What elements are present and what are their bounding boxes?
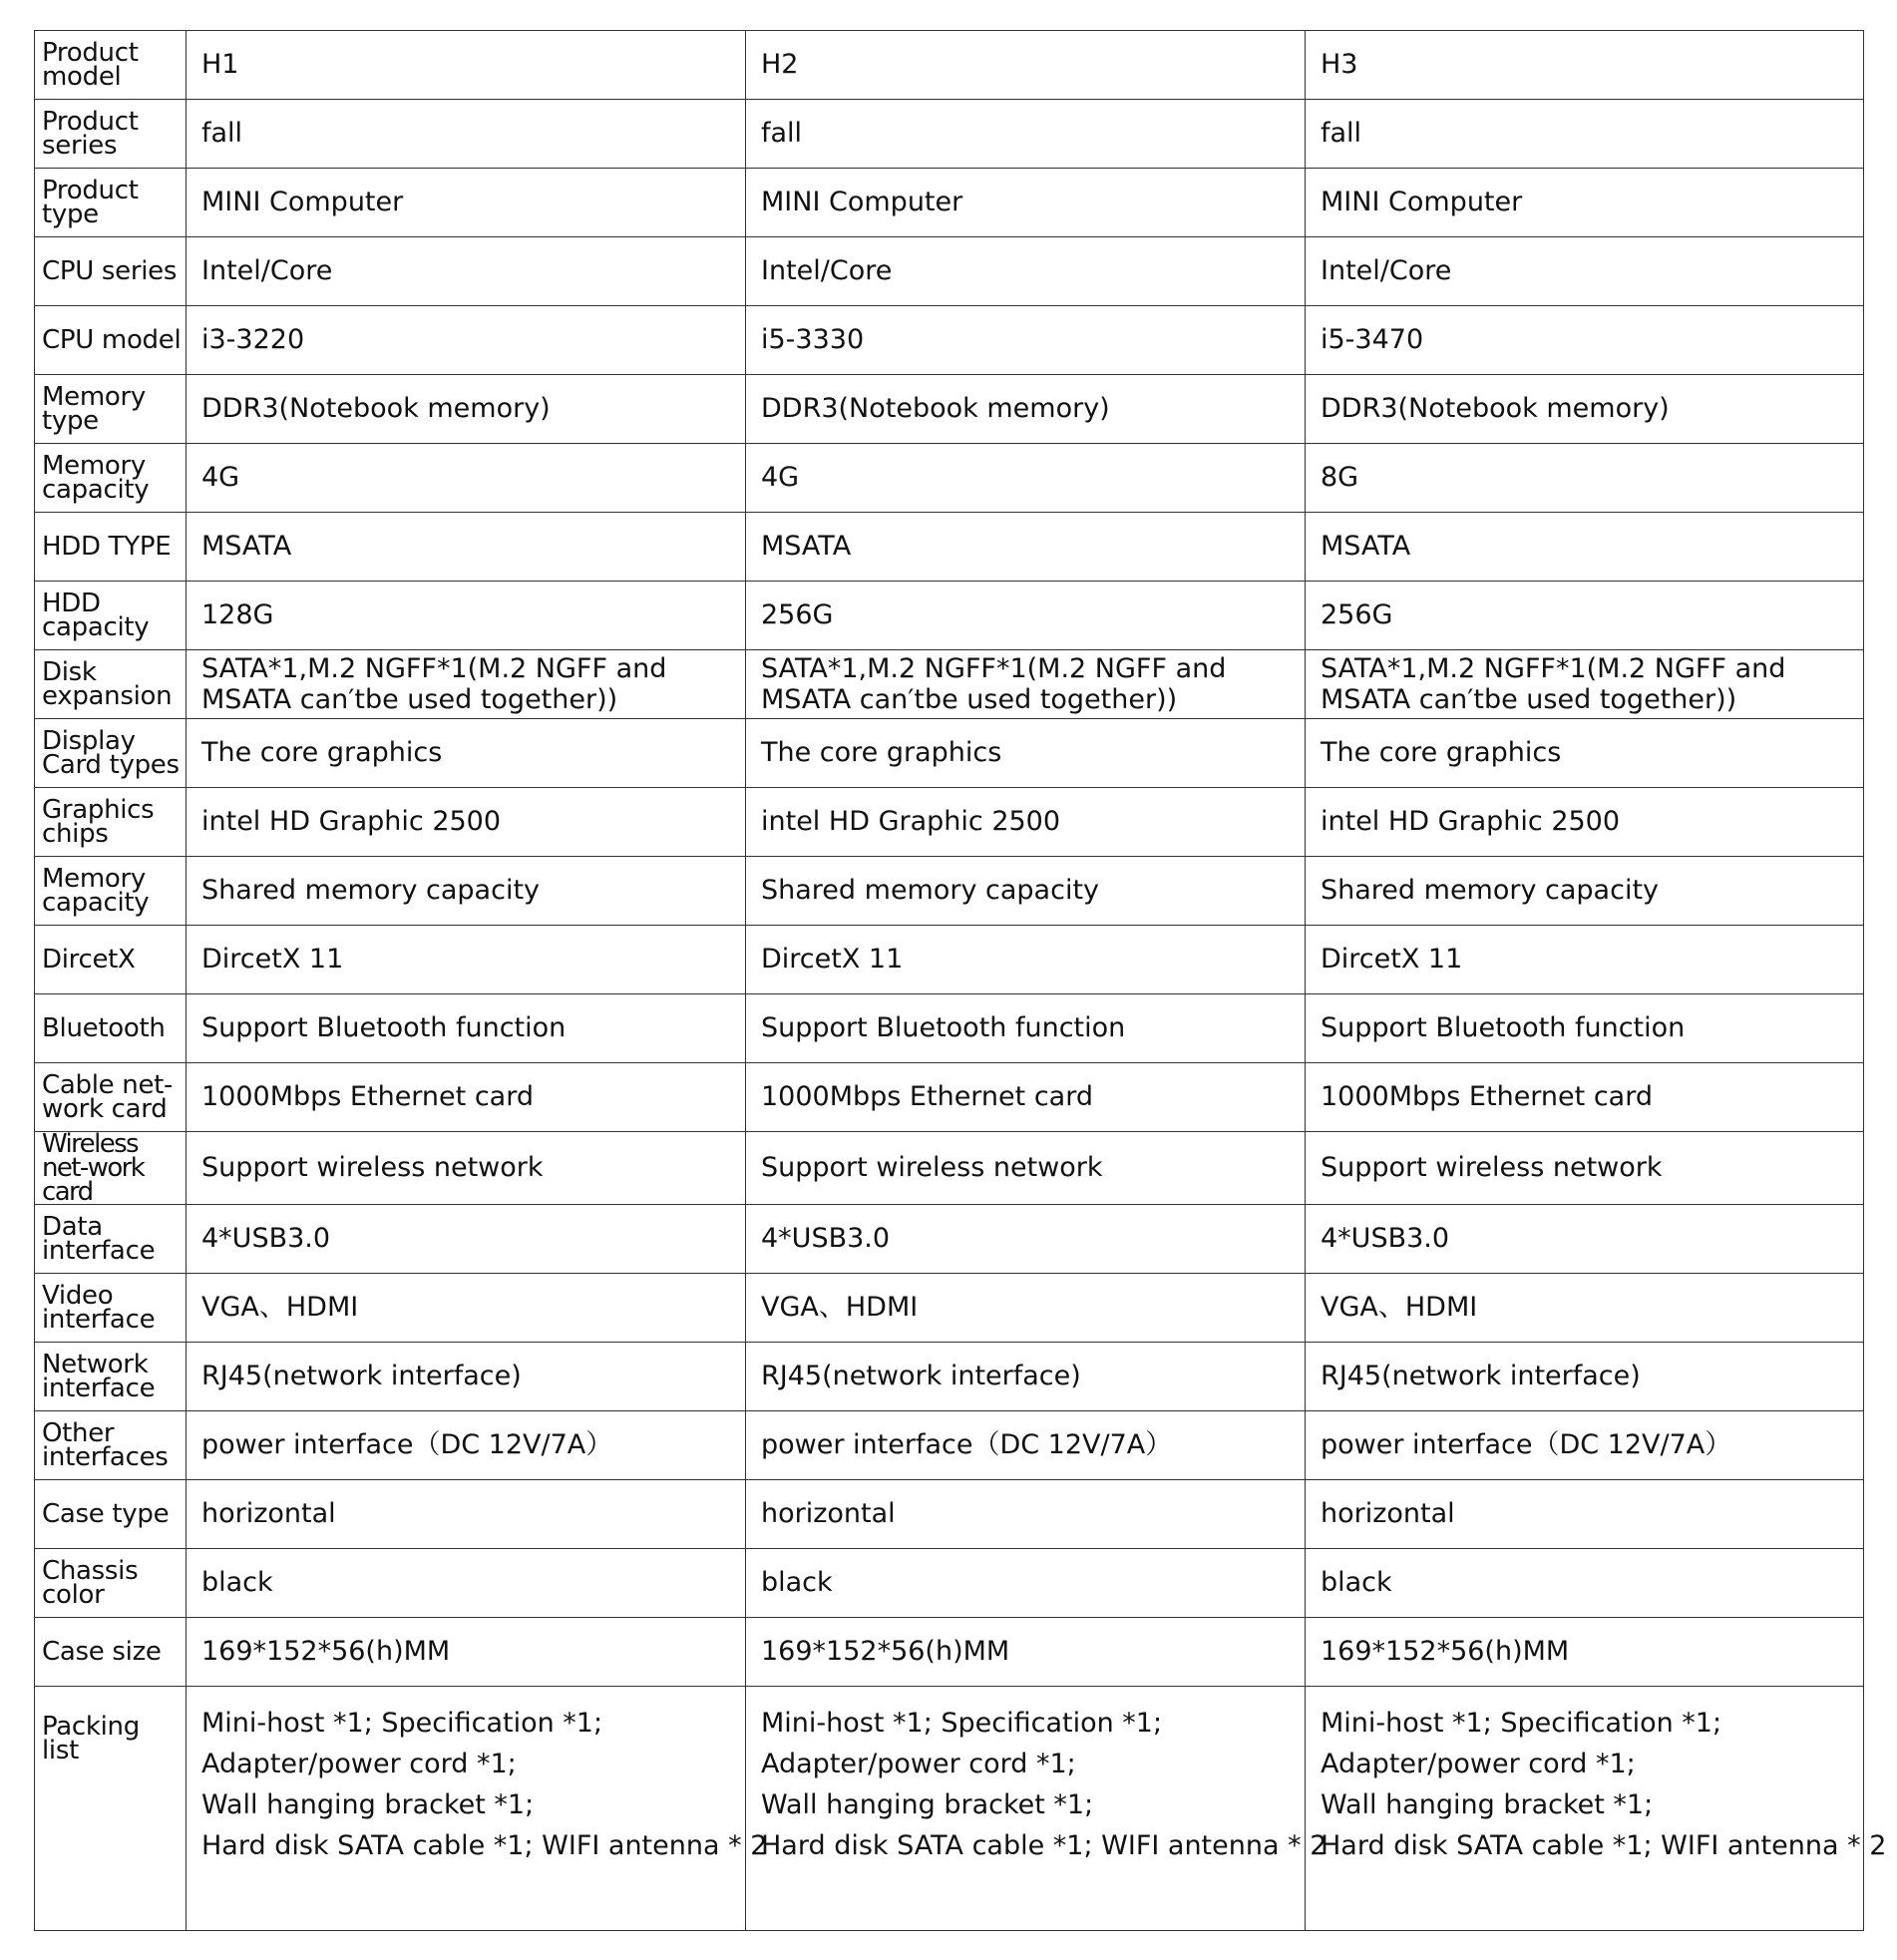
h3-value: H3 [1306, 31, 1864, 100]
row-label: Video interface [35, 1274, 187, 1343]
h1-value: MSATA [187, 513, 746, 582]
table-row [35, 237, 1864, 306]
h1-value: 4G [187, 444, 746, 513]
packing-line: Wall hanging bracket *1; [201, 1789, 535, 1820]
table-row [35, 994, 1864, 1063]
row-label: Memory type [35, 375, 187, 444]
h3-value: 256G [1306, 582, 1864, 650]
h2-packing-list [746, 1687, 1328, 1931]
row-label: CPU series [35, 237, 187, 306]
row-label: Product series [35, 100, 187, 169]
h2-value: Intel/Core [746, 237, 1306, 306]
table-row [35, 1343, 1864, 1411]
h1-value: Support Bluetooth function [187, 994, 746, 1063]
h2-value: DDR3(Notebook memory) [746, 375, 1306, 444]
packing-line: Hard disk SATA cable *1; WIFI antenna * 2 [761, 1830, 1328, 1861]
h1-value: horizontal [187, 1480, 746, 1549]
row-label: DircetX [35, 926, 187, 994]
h3-value: power interface（DC 12V/7A） [1306, 1411, 1864, 1480]
row-label: Other interfaces [35, 1411, 187, 1480]
h1-value: MINI Computer [187, 169, 746, 237]
h3-value: DircetX 11 [1306, 926, 1864, 994]
h1-value: DircetX 11 [187, 926, 746, 994]
h1-value: SATA*1,M.2 NGFF*1(M.2 NGFF and MSATA can′tbe used together)) [187, 650, 746, 719]
table-row [35, 1618, 1864, 1687]
h3-value: Support wireless network [1306, 1132, 1864, 1205]
packing-line: Mini-host *1; Specification *1; [201, 1708, 603, 1739]
h1-packing-list [187, 1687, 768, 1931]
h3-value: DDR3(Notebook memory) [1306, 375, 1864, 444]
row-label: HDD TYPE [35, 513, 187, 582]
packing-line: Wall hanging bracket *1; [761, 1789, 1094, 1820]
h2-value: Shared memory capacity [746, 857, 1306, 926]
h3-value: horizontal [1306, 1480, 1864, 1549]
h1-value: DDR3(Notebook memory) [187, 375, 746, 444]
row-label: Product type [35, 169, 187, 237]
packing-line: Mini-host *1; Specification *1; [1321, 1708, 1722, 1739]
h3-value: intel HD Graphic 2500 [1306, 788, 1864, 857]
table-row [35, 1205, 1864, 1274]
h3-value: MSATA [1306, 513, 1864, 582]
table-row [35, 169, 1864, 237]
row-label: Case type [35, 1480, 187, 1549]
row-label: Product model [35, 31, 187, 100]
table-row [35, 1274, 1864, 1343]
table-row [35, 513, 1864, 582]
packing-line: Adapter/power cord *1; [761, 1749, 1076, 1779]
row-label: CPU model [35, 306, 187, 375]
row-label: Data interface [35, 1205, 187, 1274]
h2-value: Support Bluetooth function [746, 994, 1306, 1063]
table-row [35, 100, 1864, 169]
packing-line: Adapter/power cord *1; [201, 1749, 517, 1779]
table-row [35, 650, 1864, 719]
h2-value: intel HD Graphic 2500 [746, 788, 1306, 857]
h2-value: i5-3330 [746, 306, 1306, 375]
row-label: Memory capacity [35, 444, 187, 513]
h1-value: intel HD Graphic 2500 [187, 788, 746, 857]
h1-value: Shared memory capacity [187, 857, 746, 926]
table-row [35, 719, 1864, 788]
h3-value: fall [1306, 100, 1864, 169]
h2-value: Support wireless network [746, 1132, 1306, 1205]
h2-value: power interface（DC 12V/7A） [746, 1411, 1306, 1480]
row-label: Chassis color [35, 1549, 187, 1618]
table-row [35, 375, 1864, 444]
row-label: Display Card types [35, 719, 187, 788]
packing-line: Adapter/power cord *1; [1321, 1749, 1636, 1779]
h1-value: 169*152*56(h)MM [187, 1618, 746, 1687]
h3-value: black [1306, 1549, 1864, 1618]
h1-value: 128G [187, 582, 746, 650]
spec-table [34, 30, 1887, 1931]
h2-value: 169*152*56(h)MM [746, 1618, 1306, 1687]
h3-packing-list [1306, 1687, 1887, 1931]
h3-value: The core graphics [1306, 719, 1864, 788]
h3-value: MINI Computer [1306, 169, 1864, 237]
h2-value: black [746, 1549, 1306, 1618]
packing-line: Wall hanging bracket *1; [1321, 1789, 1654, 1820]
h3-value: Shared memory capacity [1306, 857, 1864, 926]
row-label: Cable net-work card [35, 1063, 187, 1132]
h2-value: MINI Computer [746, 169, 1306, 237]
h3-value: i5-3470 [1306, 306, 1864, 375]
table-row [35, 1063, 1864, 1132]
h2-value: H2 [746, 31, 1306, 100]
packing-line: Hard disk SATA cable *1; WIFI antenna * 2 [201, 1830, 768, 1861]
h2-value: MSATA [746, 513, 1306, 582]
table-row [35, 857, 1864, 926]
table-row [35, 1480, 1864, 1549]
h1-value: H1 [187, 31, 746, 100]
h3-value: Support Bluetooth function [1306, 994, 1864, 1063]
h1-value: Intel/Core [187, 237, 746, 306]
row-label: Memory capacity [35, 857, 187, 926]
h1-value: fall [187, 100, 746, 169]
h3-value: 1000Mbps Ethernet card [1306, 1063, 1864, 1132]
row-label: HDD capacity [35, 582, 187, 650]
row-label: Bluetooth [35, 994, 187, 1063]
row-label: Disk expansion [35, 650, 187, 719]
row-label: Case size [35, 1618, 187, 1687]
h3-value: 169*152*56(h)MM [1306, 1618, 1864, 1687]
table-row [35, 1411, 1864, 1480]
h1-value: black [187, 1549, 746, 1618]
h2-value: 1000Mbps Ethernet card [746, 1063, 1306, 1132]
h3-value: RJ45(network interface) [1306, 1343, 1864, 1411]
h2-value: horizontal [746, 1480, 1306, 1549]
spec-table-body [35, 31, 1887, 1931]
h1-value: 4*USB3.0 [187, 1205, 746, 1274]
h1-value: i3-3220 [187, 306, 746, 375]
h3-value: VGA、HDMI [1306, 1274, 1864, 1343]
table-row [35, 926, 1864, 994]
h1-value: 1000Mbps Ethernet card [187, 1063, 746, 1132]
h1-value: power interface（DC 12V/7A） [187, 1411, 746, 1480]
h2-value: 256G [746, 582, 1306, 650]
h2-value: The core graphics [746, 719, 1306, 788]
h2-value: 4G [746, 444, 1306, 513]
table-row [35, 582, 1864, 650]
h1-value: VGA、HDMI [187, 1274, 746, 1343]
row-label: Wireless net-work card [35, 1132, 187, 1205]
h3-value: Intel/Core [1306, 237, 1864, 306]
table-row [35, 1549, 1864, 1618]
h3-value: 4*USB3.0 [1306, 1205, 1864, 1274]
h1-value: The core graphics [187, 719, 746, 788]
h1-value: RJ45(network interface) [187, 1343, 746, 1411]
h2-value: RJ45(network interface) [746, 1343, 1306, 1411]
table-row [35, 444, 1864, 513]
table-row [35, 306, 1864, 375]
table-row [35, 31, 1864, 100]
row-label: Graphics chips [35, 788, 187, 857]
h3-value: 8G [1306, 444, 1864, 513]
row-label: Network interface [35, 1343, 187, 1411]
packing-line: Mini-host *1; Specification *1; [761, 1708, 1163, 1739]
packing-line: Hard disk SATA cable *1; WIFI antenna * 2 [1321, 1830, 1887, 1861]
h2-value: VGA、HDMI [746, 1274, 1306, 1343]
h2-value: SATA*1,M.2 NGFF*1(M.2 NGFF and MSATA can′tbe used together)) [746, 650, 1306, 719]
h3-value: SATA*1,M.2 NGFF*1(M.2 NGFF and MSATA can′tbe used together)) [1306, 650, 1864, 719]
h2-value: 4*USB3.0 [746, 1205, 1306, 1274]
h2-value: fall [746, 100, 1306, 169]
packing-list-label: Packing list [35, 1687, 187, 1931]
h2-value: DircetX 11 [746, 926, 1306, 994]
table-row [35, 1132, 1864, 1205]
table-row [35, 788, 1864, 857]
h1-value: Support wireless network [187, 1132, 746, 1205]
packing-list-row [35, 1687, 1864, 1931]
